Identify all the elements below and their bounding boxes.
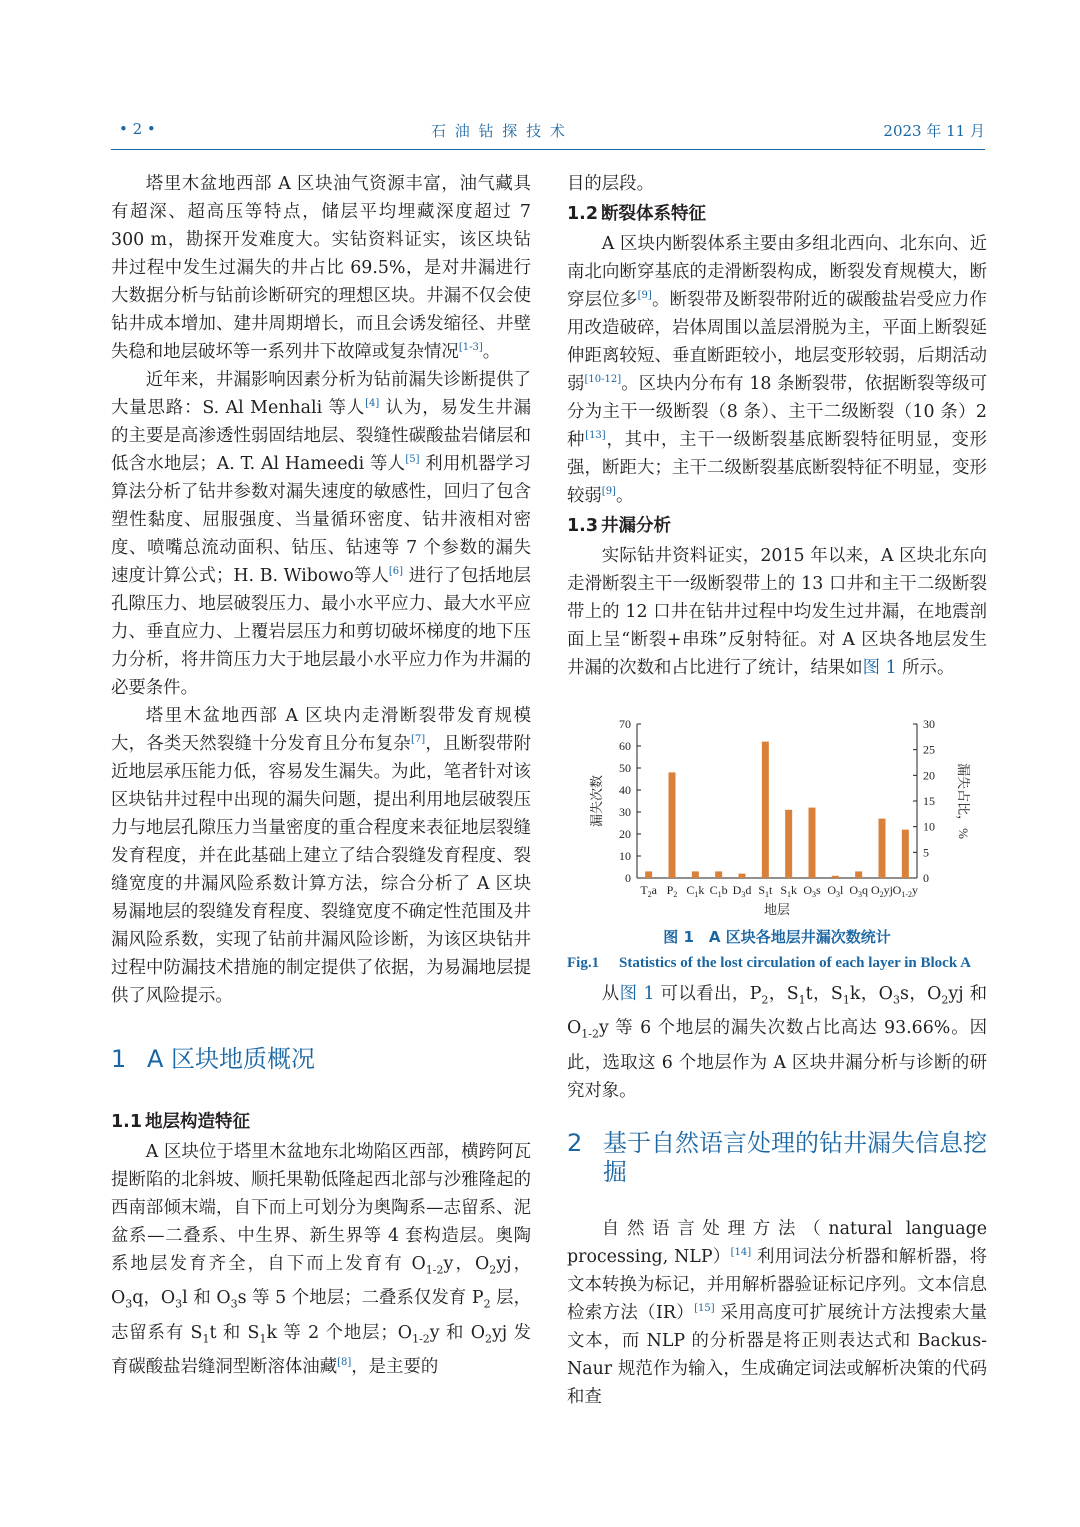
citation[interactable]: [9] <box>601 486 616 497</box>
x-tick-label: $O_3l$ <box>827 883 844 899</box>
y2-tick-label: 30 <box>923 717 935 731</box>
y-tick-label: 50 <box>619 761 631 775</box>
x-axis-title: 地层 <box>763 902 791 917</box>
citation[interactable]: [5] <box>405 454 420 465</box>
y2-tick-label: 0 <box>923 871 929 885</box>
paragraph-review: 近年来，井漏影响因素分析为钻前漏失诊断提供了大量思路：S. Al Menhali 等人[4] 认为，易发生井漏的主要是高渗透性弱固结地层、裂缝性碳酸盐岩储层和低含水地层；A. T. Al Hameedi 等人[5] 利用机器学习算法分析了钻井参数对漏失速度的敏感性，回归了包含塑性黏度、屈服强度、当量循环密度、钻井液相对密度、喷嘴总流动面积、钻压、钻速等 7 个参数的漏失速度计算公式；H. B. Wibowo等人[6] 进行了包括地层孔隙压力、地层破裂压力、最小水平应力、最大水平应力、垂直应力、上覆岩层压力和剪切破坏梯度的地下压力分析，将井筒压力大于地层最小水平应力作为井漏的必要条件。 <box>111 370 531 698</box>
right-column <box>567 170 987 1411</box>
bar[interactable] <box>855 871 862 878</box>
citation[interactable]: [1-3] <box>458 342 483 353</box>
x-tick-label: $C_1k$ <box>686 883 705 899</box>
bar[interactable] <box>809 808 816 878</box>
running-header <box>111 120 985 150</box>
figure-link[interactable]: 图 1 <box>862 658 897 678</box>
y-tick-label: 0 <box>625 871 631 885</box>
bar[interactable] <box>879 819 886 878</box>
y-tick-label: 30 <box>619 805 631 819</box>
citation[interactable]: [6] <box>388 566 403 577</box>
journal-name: 石 油 钻 探 技 术 <box>431 122 567 140</box>
y-tick-label: 60 <box>619 739 631 753</box>
y2-axis-title: 漏失占比，% <box>956 763 971 839</box>
y-tick-label: 10 <box>619 849 631 863</box>
subsection-heading-1-3: 1.3 井漏分析 <box>567 516 671 536</box>
paragraph-faults: A 区块内断裂体系主要由多组北西向、北东向、近南北向断穿基底的走滑断裂构成，断裂发育规模大，断穿层位多[9]。断裂带及断裂带附近的碳酸盐岩受应力作用改造破碎，岩体周围以盖层滑脱为主，平面上断裂延伸距离较短、垂直断距较小，地层变形较弱，后期活动弱[10-12]。区块内分布有 18 条断裂带，依据断裂等级可分为主干一级断裂（8 条）、主干二级断裂（10 条）2 种[13]，其中，主干一级断裂基底断裂特征明显，变形强，断距大；主干二级断裂基底断裂特征不明显，变形较弱[9]。 <box>567 234 987 506</box>
x-tick-label: $O_3s$ <box>803 883 821 899</box>
paragraph-approach: 塔里木盆地西部 A 区块内走滑断裂带发育规模大，各类天然裂缝十分发育且分布复杂[7]，且断裂带附近地层承压能力低，容易发生漏失。为此，笔者针对该区块钻井过程中出现的漏失问题，提出利用地层破裂压力与地层孔隙压力当量密度的重合程度来表征地层裂缝发育程度，并在此基础上建立了结合裂缝发育程度、裂缝宽度的井漏风险系数计算方法，综合分析了 A 区块易漏地层的裂缝发育程度、裂缝宽度不确定性范围及井漏风险系数，实现了钻前井漏风险诊断，为该区块钻井过程中防漏技术措施的制定提供了依据，为易漏地层提供了风险提示。 <box>111 706 531 1006</box>
section-heading-2: 2 基于自然语言处理的钻井漏失信息挖掘 <box>567 1128 987 1186</box>
y2-tick-label: 20 <box>923 768 935 783</box>
x-tick-label: $S_1k$ <box>780 883 798 899</box>
bar[interactable] <box>902 830 909 878</box>
bar[interactable] <box>832 876 839 878</box>
citation[interactable]: [15] <box>694 1302 715 1314</box>
y2-tick-label: 25 <box>923 742 935 757</box>
figure-caption-cn: 图 1 A 区块各地层井漏次数统计 <box>663 928 891 946</box>
section-heading-1: 1 A 区块地质概况 <box>111 1045 316 1073</box>
citation[interactable]: [7] <box>410 734 426 745</box>
y-axis-title: 漏失次数 <box>589 774 604 828</box>
citation[interactable]: [4] <box>365 398 380 409</box>
x-tick-label: $O_3q$ <box>849 883 869 899</box>
y-tick-label: 20 <box>619 827 631 841</box>
x-tick-label: $C_1b$ <box>709 883 728 899</box>
paragraph-nlp: 自然语言处理方法（natural language processing, NLP）[14] 利用词法分析器和解析器，将文本转换为标记，并用解析器验证标记序列。文本信息检索方法（IR）[15] 采用高度可扩展统计方法搜索大量文本，而 NLP 的分析器是将正则表达式和 Backus-Naur 规范作为输入，生成确定词法或解析决策的代码和查 <box>567 1218 988 1407</box>
x-tick-label: $S_1t$ <box>758 883 773 899</box>
x-tick-label: $O_{1-2}y$ <box>892 883 919 899</box>
bar[interactable] <box>692 871 699 878</box>
paragraph-intro: 塔里木盆地西部 A 区块油气资源丰富，油气藏具有超深、超高压等特点，储层平均埋藏深度超过 7 300 m，勘探开发难度大。实钻资料证实，该区块钻井过程中发生过漏失的井占比 69.5%，是对井漏进行大数据分析与钻前诊断研究的理想区块。井漏不仅会使钻井成本增加、建井周期增长，而且会诱发缩径、井壁失稳和地层破坏等一系列井下故障或复杂情况[1-3]。 <box>111 174 531 362</box>
bar[interactable] <box>715 871 722 878</box>
y2-tick-label: 15 <box>923 794 935 808</box>
y-tick-label: 70 <box>619 717 631 731</box>
citation[interactable]: [8] <box>337 1357 352 1369</box>
x-tick-label: $T_2a$ <box>640 883 658 899</box>
loss-bar-chart <box>567 692 987 920</box>
citation[interactable]: [13] <box>585 430 606 441</box>
y2-tick-label: 10 <box>923 819 935 834</box>
x-tick-label: $P_2$ <box>666 883 678 899</box>
bar[interactable] <box>785 810 792 878</box>
figure-caption-en: Fig.1 Statistics of the lost circulation of each layer in Block A <box>567 955 971 971</box>
bar[interactable] <box>645 871 652 878</box>
y-tick-label: 40 <box>619 783 631 797</box>
subsection-heading-1-2: 1.2 断裂体系特征 <box>567 204 706 224</box>
bar[interactable] <box>762 742 769 878</box>
paragraph-loss-analysis: 实际钻井资料证实，2015 年以来，A 区块北东向走滑断裂主干一级断裂带上的 13 口井和主干二级断裂带上的 12 口井在钻井过程中均发生过井漏，在地震剖面上呈“断裂+串珠”反射特征。对 A 区块各地层发生井漏的次数和占比进行了统计，结果如图 1 所示。 <box>567 546 987 678</box>
left-column <box>111 170 531 1381</box>
citation[interactable]: [10-12] <box>584 374 622 385</box>
citation[interactable]: [9] <box>637 290 652 301</box>
bar[interactable] <box>669 772 676 878</box>
figure-link[interactable]: 图 1 <box>619 984 655 1004</box>
y2-tick-label: 5 <box>923 845 929 860</box>
paragraph-figure-discussion: 从图 1 可以看出，$P_2$，$S_1t$，$S_1k$，$O_3s$，$O_2yj$ 和 $O_{1-2}y$ 等 6 个地层的漏失次数占比高达 93.66%。因此，选取这 6 个地层作为 A 区块井漏分析与诊断的研究对象。 <box>567 984 988 1101</box>
header-rule <box>111 149 985 150</box>
subsection-heading-1-1: 1.1 地层构造特征 <box>111 1112 250 1132</box>
paragraph-strata: A 区块位于塔里木盆地东北坳陷区西部，横跨阿瓦提断陷的北斜坡、顺托果勒低隆起西北部与沙雅隆起的西南部倾末端，自下而上可划分为奥陶系—志留系、泥盆系—二叠系、中生界、新生界等 4 套构造层。奥陶系地层发育齐全，自下而上发育有 $O_{1-2}y$，$O_2yj$，$O_3q$，$O_3l$ 和 $O_3s$ 等 5 个地层；二叠系仅发育 $P_2$ 层，志留系有 $S_1t$ 和 $S_1k$ 等 2 个地层；$O_{1-2}y$ 和 $O_2yj$ 发育碳酸盐岩缝洞型断溶体油藏[8]，是主要的 <box>111 1142 531 1378</box>
bar[interactable] <box>739 874 746 878</box>
page-number: • 2 • <box>119 120 156 138</box>
figure-1 <box>567 692 987 920</box>
x-tick-label: $O_2yj$ <box>870 883 894 899</box>
issue-date: 2023 年 11 月 <box>883 122 985 140</box>
paragraph-continued: 目的层段。 <box>567 174 654 194</box>
citation[interactable]: [14] <box>730 1246 752 1258</box>
x-tick-label: $D_3d$ <box>732 883 752 899</box>
